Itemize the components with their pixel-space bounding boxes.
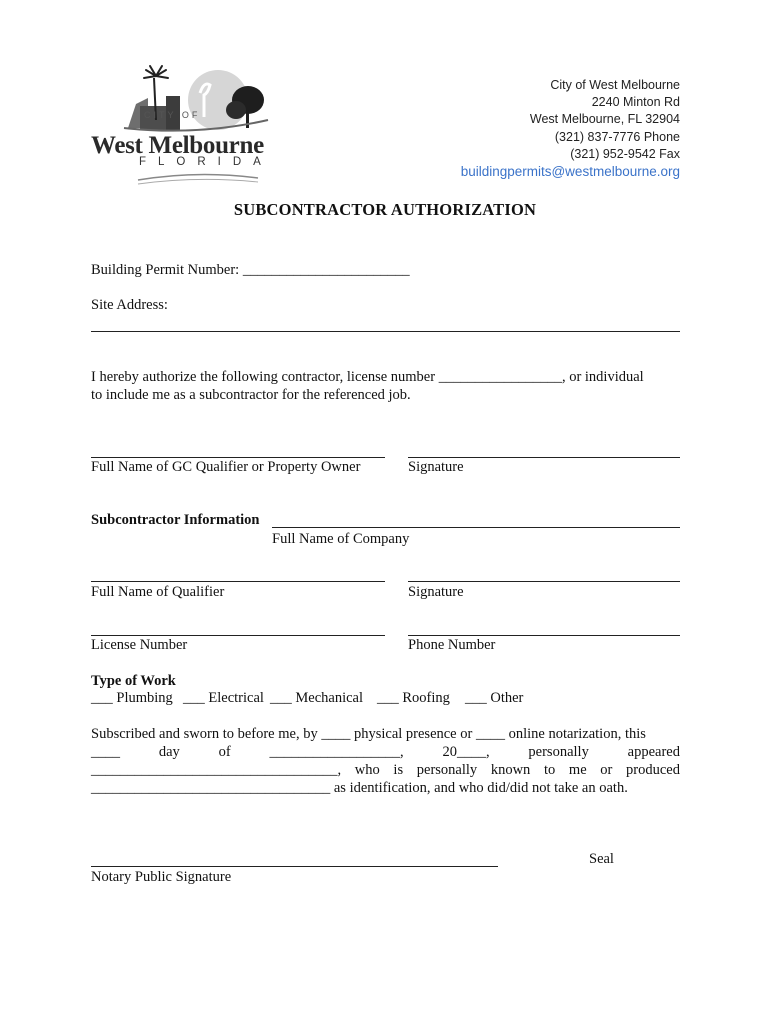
qualifier-signature-label: Signature bbox=[408, 584, 464, 600]
phone-number-label: Phone Number bbox=[408, 637, 496, 653]
building-permit-number-field[interactable]: Building Permit Number: _______________________ bbox=[91, 262, 410, 278]
work-type-mechanical[interactable]: ___ Mechanical bbox=[270, 690, 364, 706]
logo-state-text: FLORIDA bbox=[139, 156, 273, 168]
address-line: 2240 Minton Rd bbox=[591, 95, 680, 110]
gc-qualifier-name-field-line[interactable] bbox=[91, 457, 385, 458]
notary-text-line-1: Subscribed and sworn to before me, by ____ physical presence or ____ online notarization, this bbox=[91, 726, 646, 742]
authorization-text-line-2: to include me as a subcontractor for the referenced job. bbox=[91, 387, 411, 403]
seal-label: Seal bbox=[589, 851, 614, 867]
license-number-label: License Number bbox=[91, 637, 188, 653]
company-name-label: Full Name of Company bbox=[272, 531, 410, 547]
notary-text-line-3: __________________________________, who is personally known to me or produced bbox=[91, 762, 680, 778]
notary-day-blank[interactable]: ____ bbox=[91, 744, 120, 760]
page-title: SUBCONTRACTOR AUTHORIZATION bbox=[233, 200, 537, 219]
notary-word: appeared bbox=[627, 744, 680, 760]
qualifier-name-field-line[interactable] bbox=[91, 581, 385, 582]
authorization-text-line-1: I hereby authorize the following contractor, license number _________________, or individual bbox=[91, 369, 644, 385]
notary-month-blank[interactable]: __________________, bbox=[269, 744, 404, 760]
address-line: West Melbourne, FL 32904 bbox=[529, 112, 680, 127]
email-link[interactable]: buildingpermits@westmelbourne.org bbox=[460, 164, 680, 180]
notary-text-line-4: _________________________________ as identification, and who did/did not take an oath. bbox=[91, 780, 628, 796]
work-type-plumbing[interactable]: ___ Plumbing bbox=[91, 690, 173, 706]
work-type-other[interactable]: ___ Other bbox=[465, 690, 524, 706]
gc-signature-label: Signature bbox=[408, 459, 464, 475]
site-address-label: Site Address: bbox=[91, 297, 168, 313]
company-name-field-line[interactable] bbox=[272, 527, 680, 528]
work-type-electrical[interactable]: ___ Electrical bbox=[183, 690, 264, 706]
logo-city-of-text: CITY OF bbox=[144, 110, 201, 120]
site-address-field-line[interactable] bbox=[91, 331, 680, 332]
notary-word: day bbox=[158, 744, 180, 760]
contact-address-block bbox=[461, 77, 680, 180]
notary-year-blank[interactable]: 20____, bbox=[442, 744, 490, 760]
logo-name-text: West Melbourne bbox=[91, 132, 264, 159]
phone-number-field-line[interactable] bbox=[408, 635, 680, 636]
license-number-field-line[interactable] bbox=[91, 635, 385, 636]
phone-line: (321) 837-7776 Phone bbox=[554, 129, 680, 144]
type-of-work-heading: Type of Work bbox=[91, 673, 176, 689]
gc-qualifier-name-label: Full Name of GC Qualifier or Property Owner bbox=[91, 459, 361, 475]
notary-signature-label: Notary Public Signature bbox=[91, 869, 232, 885]
notary-word: personally bbox=[528, 744, 589, 760]
qualifier-signature-field-line[interactable] bbox=[408, 581, 680, 582]
work-type-roofing[interactable]: ___ Roofing bbox=[377, 690, 450, 706]
gc-signature-field-line[interactable] bbox=[408, 457, 680, 458]
notary-text-line-2 bbox=[91, 744, 680, 761]
fax-line: (321) 952-9542 Fax bbox=[570, 146, 680, 161]
notary-signature-field-line[interactable] bbox=[91, 866, 498, 867]
qualifier-name-label: Full Name of Qualifier bbox=[91, 584, 225, 600]
notary-word: of bbox=[218, 744, 231, 760]
address-line: City of West Melbourne bbox=[550, 78, 680, 92]
subcontractor-information-heading: Subcontractor Information bbox=[91, 512, 260, 528]
